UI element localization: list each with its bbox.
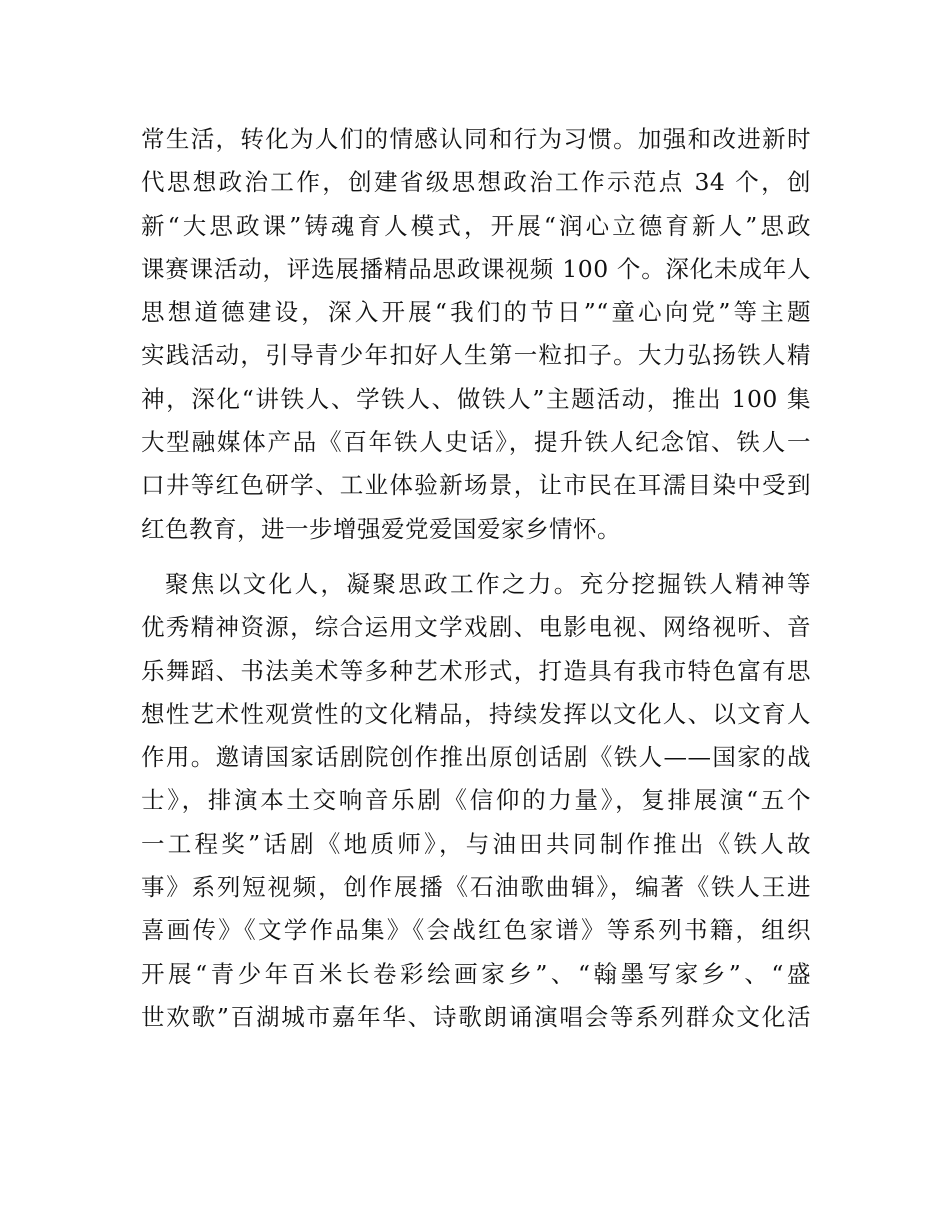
paragraph-line: 士》，排演本土交响音乐剧《信仰的力量》，复排展演“五个 xyxy=(141,786,811,815)
paragraph-line: 红色教育，进一步增强爱党爱国爱家乡情怀。 xyxy=(141,514,621,543)
paragraph-2 xyxy=(141,563,811,1039)
paragraph-line: 思想道德建设，深入开展“我们的节日”“童心向党”等主题 xyxy=(141,298,811,327)
paragraph-line: 新“大思政课”铸魂育人模式，开展“润心立德育新人”思政 xyxy=(141,211,811,240)
paragraph-line: 作用。邀请国家话剧院创作推出原创话剧《铁人——国家的战 xyxy=(141,743,811,772)
paragraph-line: 开展“青少年百米长卷彩绘画家乡”、“翰墨写家乡”、“盛 xyxy=(141,959,811,988)
paragraph-line: 常生活，转化为人们的情感认同和行为习惯。加强和改进新时 xyxy=(141,125,811,153)
paragraph-line: 口井等红色研学、工业体验新场景，让市民在耳濡目染中受到 xyxy=(141,471,811,500)
paragraph-line: 实践活动，引导青少年扣好人生第一粒扣子。大力弘扬铁人精 xyxy=(141,341,811,370)
paragraph-line: 喜画传》《文学作品集》《会战红色家谱》等系列书籍，组织 xyxy=(141,916,811,945)
paragraph-line: 神，深化“讲铁人、学铁人、做铁人”主题活动，推出 100 集 xyxy=(141,384,811,413)
paragraph-line: 世欢歌”百湖城市嘉年华、诗歌朗诵演唱会等系列群众文化活 xyxy=(141,1002,811,1031)
paragraph-line: 事》系列短视频，创作展播《石油歌曲辑》，编著《铁人王进 xyxy=(141,873,811,902)
paragraph-line: 一工程奖”话剧《地质师》，与油田共同制作推出《铁人故 xyxy=(141,829,811,858)
paragraph-line: 想性艺术性观赏性的文化精品，持续发挥以文化人、以文育人 xyxy=(141,699,811,728)
paragraph-line: 代思想政治工作，创建省级思想政治工作示范点 34 个，创 xyxy=(141,168,811,197)
paragraph-1 xyxy=(141,118,811,551)
paragraph-line: 聚焦以文化人，凝聚思政工作之力。充分挖掘铁人精神等 xyxy=(165,570,811,598)
paragraph-line: 大型融媒体产品《百年铁人史话》，提升铁人纪念馆、铁人一 xyxy=(141,428,811,457)
paragraph-line: 乐舞蹈、书法美术等多种艺术形式，打造具有我市特色富有思 xyxy=(141,656,811,685)
paragraph-line: 优秀精神资源，综合运用文学戏剧、电影电视、网络视听、音 xyxy=(141,613,811,642)
paragraph-line: 课赛课活动，评选展播精品思政课视频 100 个。深化未成年人 xyxy=(141,254,811,283)
